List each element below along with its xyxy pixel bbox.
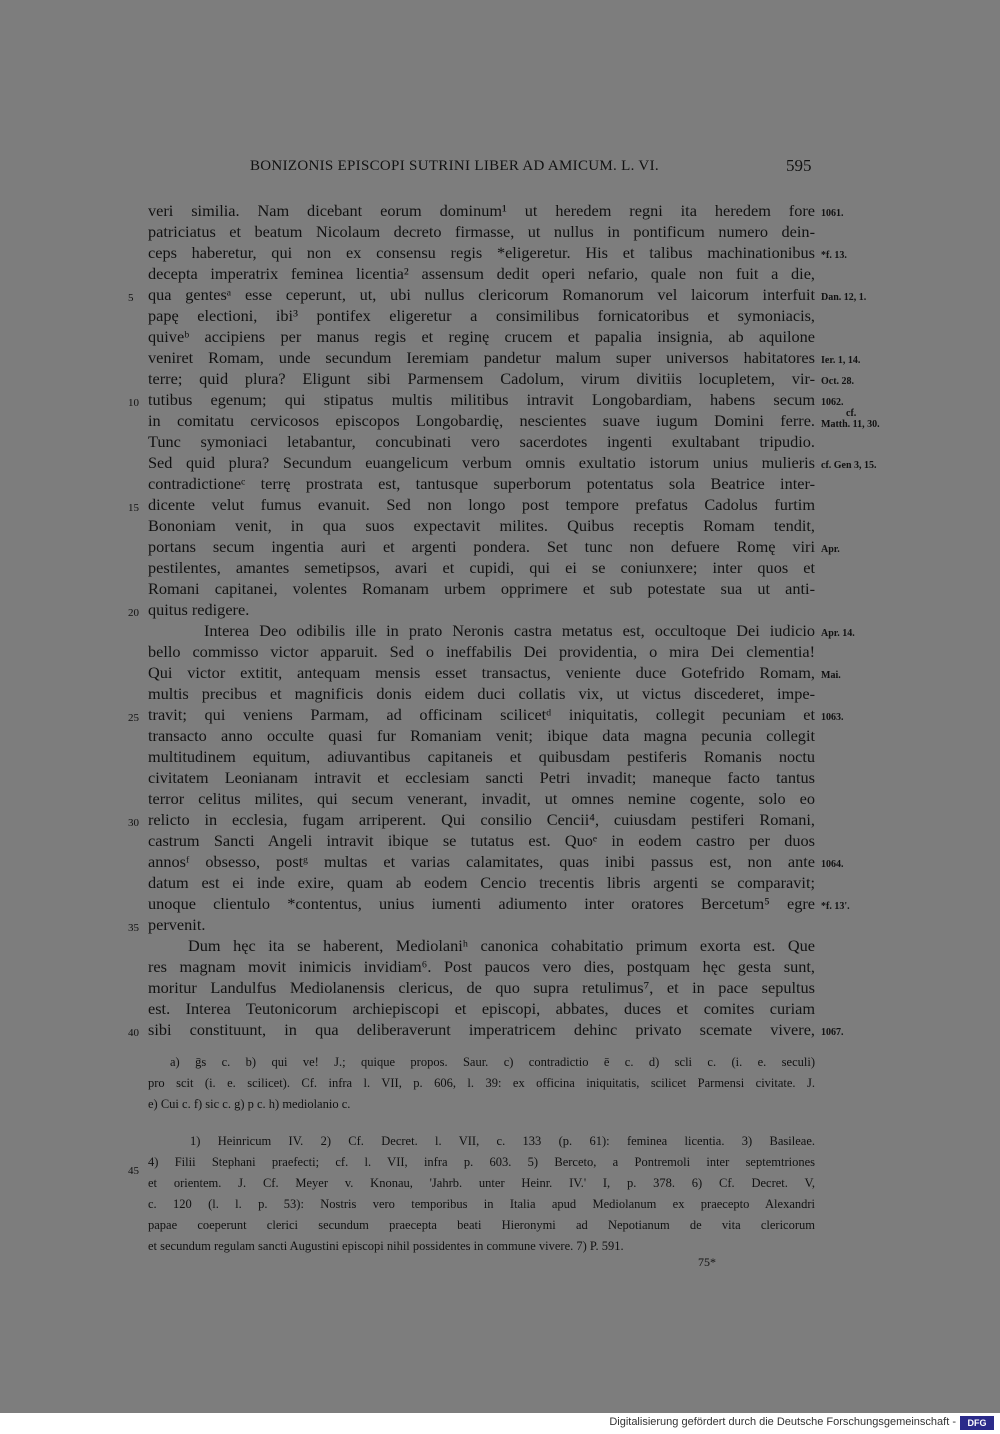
- note-line: 4) Filii Stephani praefecti; cf. l. VII, infra p. 603. 5) Berceto, a Pontremoli inter septemtriones: [148, 1155, 815, 1169]
- funding-credit: Digitalisierung gefördert durch die Deutsche Forschungsgemeinschaft -: [609, 1416, 956, 1428]
- line-number: 5: [128, 292, 134, 304]
- text-line: civitatem Leonianam intravit et ecclesiam sancti Petri invadit; maneque facto tantus: [148, 768, 815, 787]
- margin-note: 1064.: [821, 859, 844, 870]
- text-line: Sed quid plura? Secundum euangelicum verbum omnis exultatio istorum unius mulieris: [148, 453, 815, 472]
- text-line: terre; quid plura? Eligunt sibi Parmensem Cadolum, virum divitiis locupletem, vir-: [148, 369, 815, 388]
- text-line: est. Interea Teutonicorum archiepiscopi et episcopi, abbates, duces et comites curiam: [148, 999, 815, 1018]
- text-line: papę electioni, ibi³ pontifex eligeretur a consimilibus fornicatoribus et symoniacis,: [148, 306, 815, 325]
- note-line: c. 120 (l. l. p. 53): Nostris vero temporibus in Italia apud Mediolanum ex praecepto Alexandri: [148, 1197, 815, 1211]
- text-line: multis precibus et magnificis donis eidem duci collatis vix, ut victus discederet, impe-: [148, 684, 815, 703]
- text-line: quitus redigere.: [148, 600, 250, 619]
- margin-note: *f. 13'.: [821, 901, 850, 912]
- text-line: datum est ei inde exire, quam ab eodem Cencio trecentis libris argenti se comparavit;: [148, 873, 815, 892]
- text-line: multitudinem equitum, adiuvantibus capitaneis et quibusdam pestiferis Romanis noctu: [148, 747, 815, 766]
- text-line: Romani capitanei, volentes Romanam urbem opprimere et sub potestate sua ut anti-: [148, 579, 815, 598]
- margin-note: Apr.: [821, 544, 840, 555]
- footer-bar: [0, 1413, 1000, 1434]
- text-line: Tunc symoniaci letabantur, concubinati vero sacerdotes ingenti exultabant tripudio.: [148, 432, 815, 451]
- text-line: pervenit.: [148, 915, 206, 934]
- margin-note: Oct. 28.: [821, 376, 855, 387]
- text-line: veri similia. Nam dicebant eorum dominum¹ ut heredem regni ita heredem fore: [148, 201, 815, 220]
- text-line: pestilentes, amantes semetipsos, avari et cupidi, qui ei se coniunxere; inter quos et: [148, 558, 815, 577]
- text-line: transacto anno occulte quasi fur Romaniam venit; ibique data magna pecunia collegit: [148, 726, 815, 745]
- text-line: in comitatu cervicosos episcopos Longobardię, nescientes suave iugum Domini ferre.: [148, 411, 815, 430]
- margin-note: 1061.: [821, 208, 844, 219]
- apparatus-line: a) ḡs c. b) qui ve! J.; quique propos. Saur. c) contradictio ē c. d) scli c. (i. e. seculi): [170, 1055, 815, 1069]
- signature-mark: 75*: [698, 1255, 716, 1269]
- note-line: et orientem. J. Cf. Meyer v. Knonau, 'Jahrb. unter Heinr. IV.' I, p. 378. 6) Cf. Decret. V,: [148, 1176, 815, 1190]
- text-line: Bononiam venit, in qua suos expectavit milites. Quibus receptis Romam tendit,: [148, 516, 815, 535]
- text-line: dicente velut fumus evanuit. Sed non longo post tempore prefatus Cadolus furtim: [148, 495, 815, 514]
- line-number: 45: [128, 1165, 139, 1177]
- text-line: annosᶠ obsesso, postᵍ multas et varias calamitates, quas inibi passus est, non ante: [148, 852, 815, 871]
- line-number: 15: [128, 502, 139, 514]
- note-line: et secundum regulam sancti Augustini episcopi nihil possidentes in commune vivere. 7) P. 591.: [148, 1239, 624, 1253]
- text-line: castrum Sancti Angeli intravit ibique se tutatus est. Quoᵉ in eodem castro per duos: [148, 831, 815, 850]
- apparatus-line: e) Cui c. f) sic c. g) p c. h) mediolanio c.: [148, 1097, 351, 1111]
- note-line: 1) Heinricum IV. 2) Cf. Decret. l. VII, c. 133 (p. 61): feminea licentia. 3) Basileae.: [190, 1134, 815, 1148]
- margin-note: cf. Gen 3, 15.: [821, 460, 877, 471]
- text-line: contradictioneᶜ terrę prostrata est, tantusque superborum potentatus sola Beatrice inter-: [148, 474, 815, 493]
- line-number: 30: [128, 817, 139, 829]
- text-line: Dum hęc ita se haberent, Mediolaniʰ canonica cohabitatio primum exorta est. Que: [188, 936, 815, 955]
- text-line: veniret Romam, unde secundum Ieremiam pandetur malum super universos habitatores: [148, 348, 815, 367]
- text-line: Interea Deo odibilis ille in prato Neronis castra metatus est, occultoque Dei iudicio: [204, 621, 815, 640]
- text-line: portans secum ingentia auri et argenti pondera. Set tunc non defuere Romę viri: [148, 537, 815, 556]
- text-line: unoque clientulo *contentus, unius iumenti adiumento inter oratores Bercetum⁵ egre: [148, 894, 815, 913]
- line-number: 25: [128, 712, 139, 724]
- margin-note: Mai.: [821, 670, 841, 681]
- line-number: 40: [128, 1027, 139, 1039]
- margin-note: Apr. 14.: [821, 628, 855, 639]
- note-line: papae coeperunt clerici secundum praecepta beati Hieronymi ad Nepotianum de vita clericorum: [148, 1218, 815, 1232]
- text-line: travit; qui veniens Parmam, ad officinam scilicetᵈ iniquitatis, collegit pecuniam et: [148, 705, 815, 724]
- margin-note: Ier. 1, 14.: [821, 355, 861, 366]
- text-line: terror celitus milites, qui secum venerant, invadit, ut omnes nemine cogente, solo eo: [148, 789, 815, 808]
- running-title: BONIZONIS EPISCOPI SUTRINI LIBER AD AMICUM. L. VI.: [250, 158, 659, 174]
- margin-note: 1063.: [821, 712, 844, 723]
- line-number: 20: [128, 607, 139, 619]
- margin-note: cf.: [846, 408, 857, 419]
- line-number: 10: [128, 397, 139, 409]
- margin-note: Matth. 11, 30.: [821, 419, 880, 430]
- text-line: res magnam movit inimicis invidiam⁶. Post paucos vero dies, postquam hęc gesta sunt,: [148, 957, 815, 976]
- margin-note: Dan. 12, 1.: [821, 292, 867, 303]
- text-line: ceps haberetur, qui non ex consensu regis *eligeretur. His et talibus machinationibus: [148, 243, 815, 262]
- text-line: decepta imperatrix feminea licentia² assensum dedit operi nefario, quale non fuit a die,: [148, 264, 815, 283]
- text-line: sibi constituunt, in qua deliberaverunt imperatricem dehinc privato scemate vivere,: [148, 1020, 815, 1039]
- text-line: relicto in ecclesia, fugam arriperent. Qui consilio Cencii⁴, cuiusdam pestiferi Romani,: [148, 810, 815, 829]
- text-line: Qui victor extitit, antequam mensis esset transactus, veniente duce Gotefrido Romam,: [148, 663, 815, 682]
- margin-note: 1062.: [821, 397, 844, 408]
- dfg-logo: DFG: [960, 1416, 994, 1430]
- text-line: qua gentesᵃ esse ceperunt, ut, ubi nullus clericorum Romanorum vel laicorum interfuit: [148, 285, 815, 304]
- text-line: moritur Landulfus Mediolanensis clericus, de quo supra retulimus⁷, et in pace sepultus: [148, 978, 815, 997]
- text-line: patriciatus et beatum Nicolaum decreto firmasse, ut nullus in pontificum numero dein-: [148, 222, 815, 241]
- margin-note: *f. 13.: [821, 250, 847, 261]
- page-number: 595: [786, 156, 812, 175]
- margin-note: 1067.: [821, 1027, 844, 1038]
- text-line: bello commisso victor apparuit. Sed o ineffabilis Dei providentia, o mira Dei clementia!: [148, 642, 815, 661]
- line-number: 35: [128, 922, 139, 934]
- text-line: tutibus egenum; qui stipatus multis militibus intravit Longobardiam, habens secum: [148, 390, 815, 409]
- apparatus-line: pro scit (i. e. scilicet). Cf. infra l. VII, p. 606, l. 39: ex officina iniquitatis, scilicet Parmensi civitate. J.: [148, 1076, 815, 1090]
- text-line: quiveᵇ accipiens per manus regis et reginę crucem et papalia insignia, ab aquilone: [148, 327, 815, 346]
